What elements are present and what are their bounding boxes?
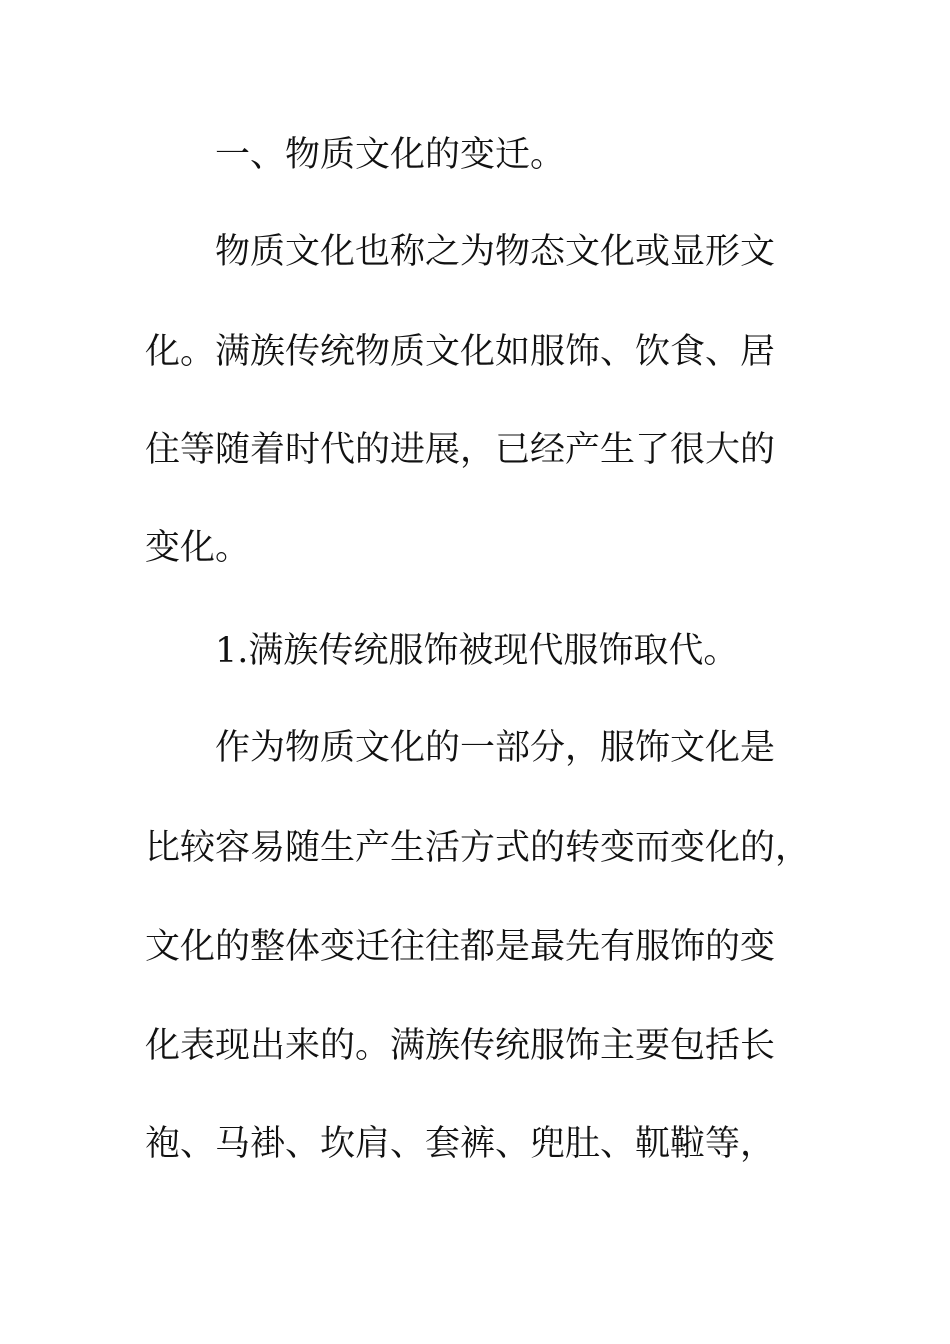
section-heading: 一、物质文化的变迁。	[215, 135, 566, 175]
paragraph-line: 比较容易随生产生活方式的转变而变化的，	[145, 828, 811, 868]
subsection-heading: 1.满族传统服饰被现代服饰取代。	[215, 631, 739, 671]
paragraph-line: 文化的整体变迁往往都是最先有服饰的变	[145, 927, 776, 967]
paragraph-line: 变化。	[145, 528, 251, 568]
paragraph-line: 作为物质文化的一部分，服饰文化是	[215, 728, 776, 768]
paragraph-line: 化表现出来的。满族传统服饰主要包括长	[145, 1026, 776, 1066]
paragraph-line: 物质文化也称之为物态文化或显形文	[215, 232, 776, 272]
paragraph-line: 袍、马褂、坎肩、套裤、兜肚、靰鞡等，	[145, 1124, 776, 1164]
paragraph-line: 化。满族传统物质文化如服饰、饮食、居	[145, 332, 776, 372]
paragraph-line: 住等随着时代的进展，已经产生了很大的	[145, 430, 776, 470]
